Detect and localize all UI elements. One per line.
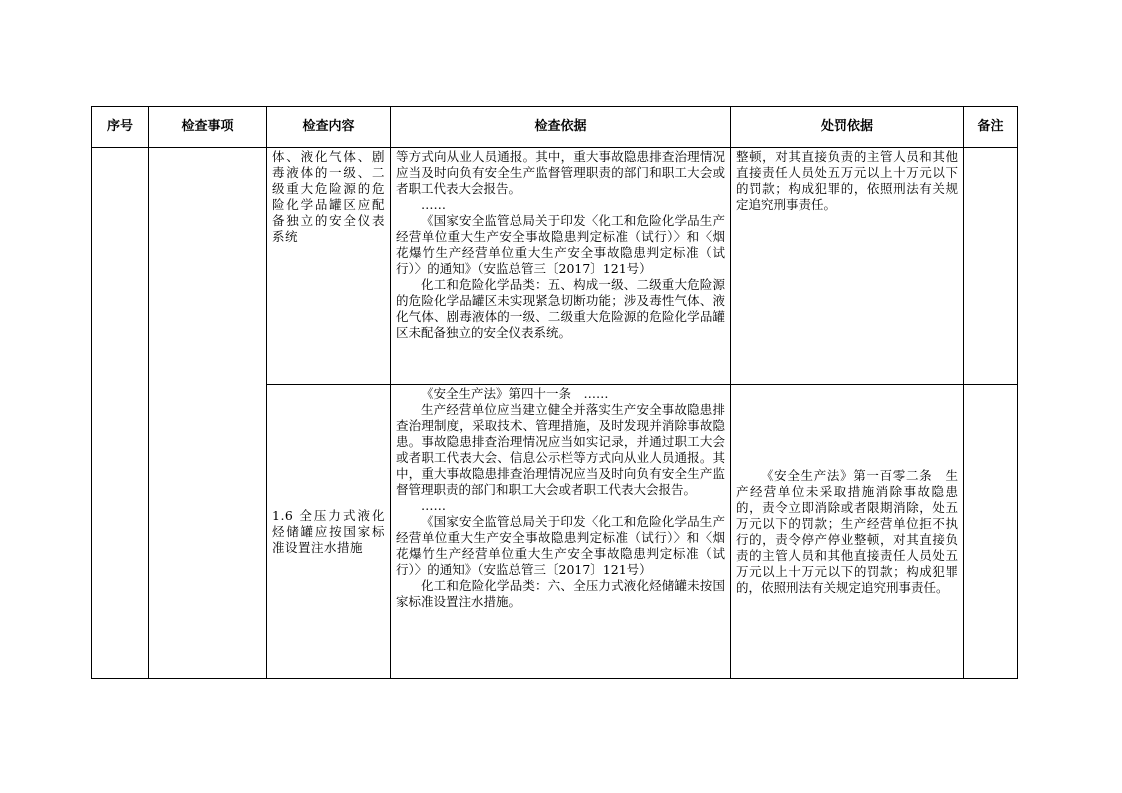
basis-paragraph: 化工和危险化学品类：六、全压力式液化烃储罐未按国家标准设置注水措施。: [396, 578, 725, 609]
basis-paragraph: 化工和危险化学品类：五、构成一级、二级重大危险源的危险化学品罐区未实现紧急切断功能；涉及毒性气体、液化气体、剧毒液体的一级、二级重大危险源的危险化学品罐区未配备独立的安全仪表系统。: [396, 277, 725, 340]
seq-cell: [92, 148, 149, 679]
remarks-cell-2: [964, 385, 1018, 679]
content-text-1: 体、液化气体、剧毒液体的一级、二级重大危险源的危险化学品罐区应配备独立的安全仪表系统: [272, 149, 385, 244]
table-row: [92, 148, 1018, 385]
content-cell-2: [267, 385, 391, 679]
basis-paragraph: 《安全生产法》第四十一条 ……: [421, 386, 609, 401]
penalty-cell-1: [731, 148, 964, 385]
header-item: 检查事项: [149, 107, 267, 148]
basis-cell-1: [391, 148, 731, 385]
basis-paragraph: ……: [421, 197, 446, 212]
basis-paragraph: 《国家安全监管总局关于印发〈化工和危险化学品生产经营单位重大生产安全事故隐患判定标准（试行）〉和〈烟花爆竹生产经营单位重大生产安全事故隐患判定标准（试行）〉的通知》（安监总管三〔2017〕121号）: [396, 213, 725, 276]
content-text-2: 1.6 全压力式液化烃储罐应按国家标准设置注水措施: [272, 507, 385, 555]
penalty-cell-2: [731, 385, 964, 679]
header-penalty: 处罚依据: [731, 107, 964, 148]
header-basis: 检查依据: [391, 107, 731, 148]
penalty-text-2: 《安全生产法》第一百零二条 生产经营单位未采取措施消除事故隐患的，责令立即消除或者限期消除，处五万元以下的罚款；生产经营单位拒不执行的，责令停产停业整顿，对其直接负责的主管人员和其他直接责任人员处五万元以上十万元以下的罚款；构成犯罪的，依照刑法有关规定追究刑事责任。: [736, 467, 958, 595]
remarks-cell-1: [964, 148, 1018, 385]
basis-paragraph: 生产经营单位应当建立健全并落实生产安全事故隐患排查治理制度，采取技术、管理措施，及时发现并消除事故隐患。事故隐患排查治理情况应当如实记录，并通过职工大会或者职工代表大会、信息公示栏等方式向从业人员通报。其中，重大事故隐患排查治理情况应当及时向负有安全生产监督管理职责的部门和职工大会或者职工代表大会报告。: [396, 402, 725, 497]
table-header-row: [92, 107, 1018, 148]
header-content: 检查内容: [267, 107, 391, 148]
basis-paragraph: 《国家安全监管总局关于印发〈化工和危险化学品生产经营单位重大生产安全事故隐患判定标准（试行）〉和〈烟花爆竹生产经营单位重大生产安全事故隐患判定标准（试行）〉的通知》（安监总管三〔2017〕121号）: [396, 514, 725, 577]
basis-paragraph: 等方式向从业人员通报。其中，重大事故隐患排查治理情况应当及时向负有安全生产监督管理职责的部门和职工大会或者职工代表大会报告。: [396, 149, 725, 196]
penalty-text-1: 整顿，对其直接负责的主管人员和其他直接责任人员处五万元以上十万元以下的罚款；构成犯罪的，依照刑法有关规定追究刑事责任。: [736, 149, 958, 212]
header-remarks: 备注: [964, 107, 1018, 148]
inspection-table: [91, 106, 1018, 679]
item-cell: [149, 148, 267, 679]
basis-cell-2: [391, 385, 731, 679]
header-seq: 序号: [92, 107, 149, 148]
content-cell-1: [267, 148, 391, 385]
basis-paragraph: ……: [421, 498, 446, 513]
